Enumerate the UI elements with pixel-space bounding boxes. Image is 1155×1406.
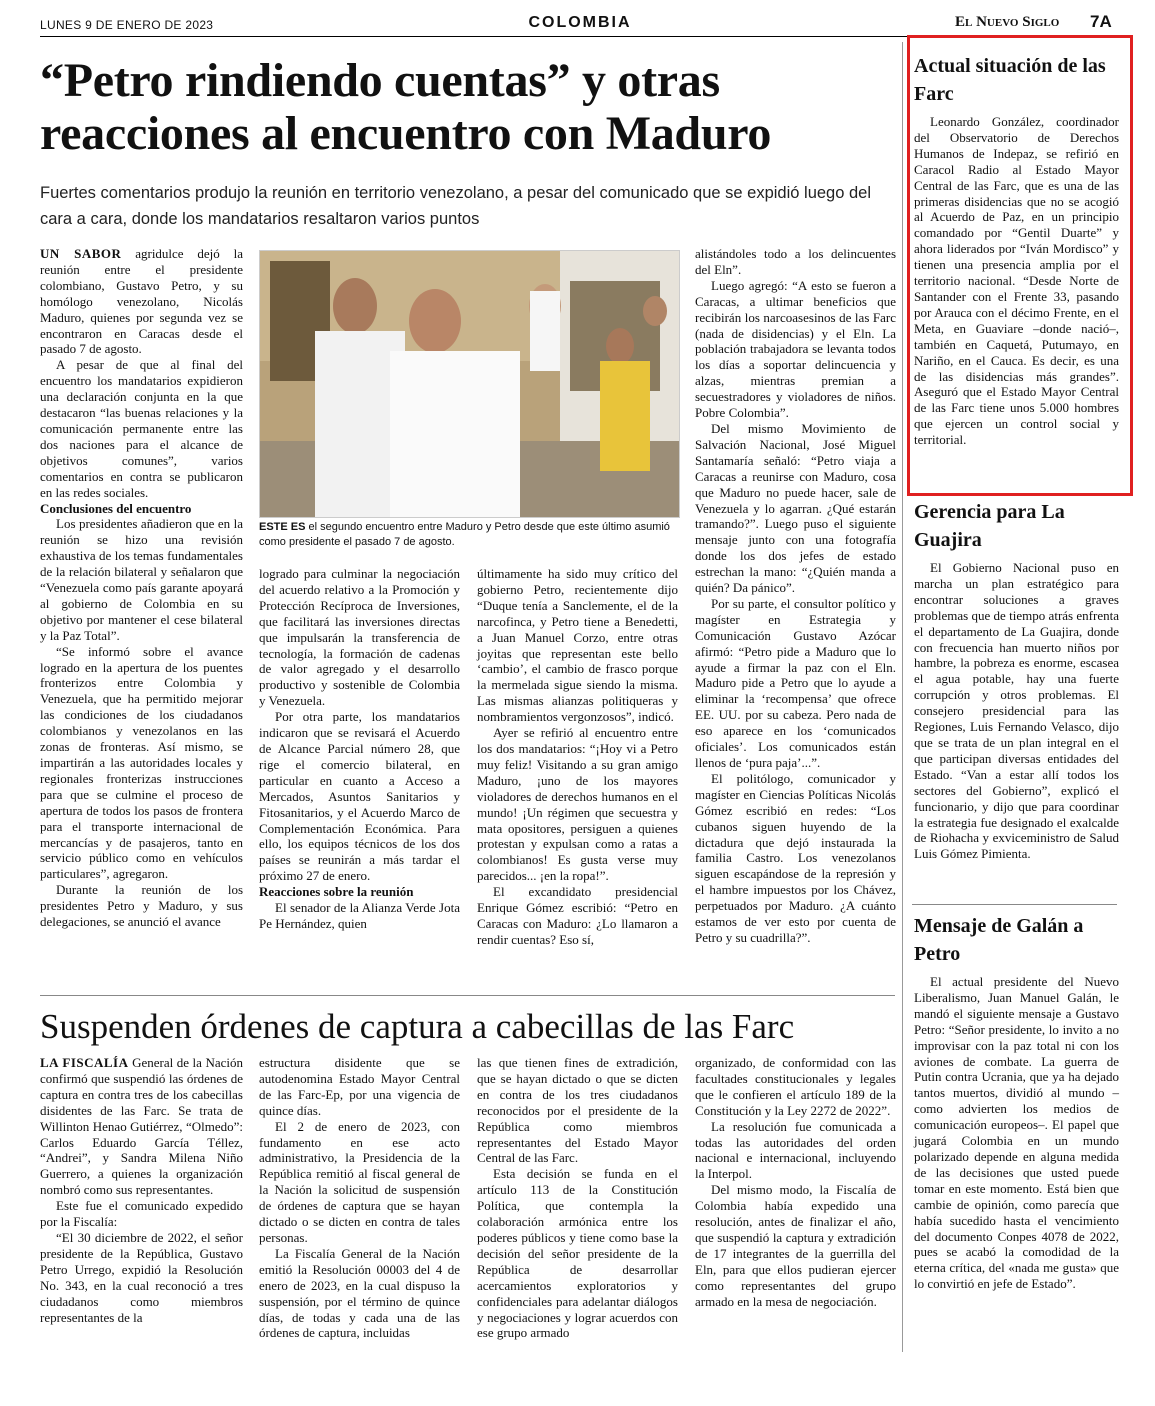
paragraph: El 2 de enero de 2023, con fundamento en ese acto administrativo, la Presidencia de la República remitió al fiscal general de la Nación la solicitud de suspensión de órdenes de captura que se hayan dictado o se dicten en contra de tales personas. <box>259 1118 460 1245</box>
caption-lead: ESTE ES <box>259 521 306 533</box>
section-name: COLOMBIA <box>528 14 632 31</box>
paragraph: organizado, de conformidad con las facultades constitucionales y legales que le confieren el artículo 189 de la Constitución y la Ley 2272 de 2022”. <box>695 1055 896 1118</box>
paragraph: logrado para culminar la negociación del acuerdo relativo a la Promoción y Protección Recíproca de Inversiones, que facilitará las inversiones directas que impulsarán la transferencia de tecnología, la formación de cadenas de valor agregado y el desarrollo productivo y sostenible de Colombia y Venezuela. <box>259 566 460 709</box>
paragraph: La Fiscalía General de la Nación emitió la Resolución 00003 del 4 de enero de 2023, en la cual dispuso la suspensión, por el término de quince días, de todas y cada una de las órdenes de captura, incluidas <box>259 1245 460 1341</box>
sidebar-divider <box>912 904 1117 905</box>
news-photo <box>259 250 680 518</box>
main-article-column-4 <box>695 246 896 946</box>
paragraph: Luego agregó: “A esto se fueron a Caracas, a ultimar beneficios que recibirán los narcoasesinos de las Farc (nada de disidencias) y el Eln. La población trabajadora se levanta todos los días a soportar delincuencia y alzas, mientras premian a secuestradores y violadores de niños. Pobre Colombia”. <box>695 277 896 421</box>
lead-in: UN SABOR <box>40 246 122 261</box>
paragraph: El excandidato presidencial Enrique Gómez escribió: “Petro en Caracas con Maduro: ¿Lo llamaron a rendir cuentas? Eso sí, <box>477 884 678 947</box>
paragraph: las que tienen fines de extradición, que se hayan dictado o que se dicten en contra de los tres ciudadanos reconocidos por el presidente de la República como miembros representantes del Estado Mayor Central de las Farc. <box>477 1055 678 1166</box>
main-deck: Fuertes comentarios produjo la reunión en territorio venezolano, a pesar del comunicado que se expidió luego del cara a cara, donde los mandatarios resaltaron varios puntos <box>40 184 872 228</box>
paragraph: “El 30 diciembre de 2022, el señor presidente de la República, Gustavo Petro Urrego, expidió la Resolución No. 343, en la cual reconoció a tres ciudadanos como miembros representantes de la <box>40 1229 243 1325</box>
sidebar-box-galan <box>914 912 1119 1292</box>
paragraph: El politólogo, comunicador y magíster en Ciencias Políticas Nicolás Gómez escribió en redes: “Los cubanos siguen huyendo de la dictadura que dejó instaurada la familia Castro. Los venezolanos siguen escapándose de la represión y el hambre impuestos por los Chávez, perpetuados por Maduro. ¿A cuánto estamos de ver esto por cuenta de Petro y su cuadrilla?”. <box>695 770 896 945</box>
paragraph: El senador de la Alianza Verde Jota Pe Hernández, quien <box>259 900 460 931</box>
paragraph: A pesar de que al final del encuentro los mandatarios expidieron una declaración conjunta en la que destacaron “las buenas relaciones y la comunicación permanente entre las dos naciones para el alcance de objetivos comunes”, varios comentarios en contra se publicaron en las redes sociales. <box>40 357 243 500</box>
sidebar-text: El actual presidente del Nuevo Liberalismo, Juan Manuel Galán, le mandó el siguiente mensaje a Gustavo Petro: “Señor presidente, lo invito a no improvisar con la paz total ni con los aviones de combate. La guerra de Putin contra Ucrania, que ya ha dejado tantos muertos, dividió al mundo –como advierten los medios de comunicación europeos–. El papel que jugará Colombia en un mundo polarizado depende en alguna medida de las decisiones que usted puede tomar en este momento. Está bien que cambie de opinión, como parecía que había sucedido hasta el vencimiento del documento Conpes 4078 de 2022, pues se acabó la comodidad de la eterna crítica, del «nada me gusta» que lo convirtió en jefe de Estado”. <box>914 974 1119 1292</box>
page-number: 7A <box>1090 12 1112 31</box>
paragraph: últimamente ha sido muy crítico del gobierno Petro, recientemente dijo “Duque tenía a Sanclemente, el de la narcofinca, y Petro tiene a Benedetti, a Juan Manuel Corzo, entre otras joyitas que representan este bello ‘cambio’, el cambio de frasco porque la mermelada sigue siendo la misma. Las mismas alianzas politiqueras y nombramientos vergonzosos”, indicó. <box>477 566 678 725</box>
sidebar-title: Gerencia para La Guajira <box>914 501 1065 551</box>
sidebar-box-farc <box>914 52 1119 448</box>
second-article-column-2 <box>259 1055 460 1341</box>
sidebar-box-guajira <box>914 498 1119 862</box>
photo-caption <box>259 520 678 550</box>
column-divider <box>902 42 903 1352</box>
paragraph: Por otra parte, los mandatarios indicaron que se revisará el Acuerdo de Alcance Parcial número 28, que rige el comercio bilateral, en particular en cuanto a Acceso a Mercados, Asuntos Sanitarios y Fitosanitarios, y el Acuerdo Marco de Complementación Económica. Para ello, los equipos técnicos de los dos países se reunirán a más tardar el próximo 27 de enero. <box>259 709 460 884</box>
issue-date: LUNES 9 DE ENERO DE 2023 <box>40 18 214 32</box>
second-article-column-4 <box>695 1055 896 1310</box>
paragraph: Del mismo Movimiento de Salvación Nacional, José Miguel Santamaría señaló: “Petro viaja a Caracas a reunirse con Maduro, cosa que Maduro no puede hacer, sale de Venezuela y lo agarran. ¿Qué estarán tramando?”. Luego puso el siguiente mensaje junto con una fotografía donde los dos jefes de estado estrechan la mano: “¿Quién manda a quién? Da pánico”. <box>695 420 896 596</box>
subhead: Reacciones sobre la reunión <box>259 884 414 900</box>
paragraph: Este fue el comunicado expedido por la Fiscalía: <box>40 1198 243 1230</box>
paragraph: agridulce dejó la reunión entre el presidente colombiano, Gustavo Petro, y su homólogo venezolano, Nicolás Maduro, quienes por segunda vez se encontraron en Caracas desde el pasado 7 de agosto. <box>40 246 243 357</box>
caption-text: el segundo encuentro entre Maduro y Petro desde que este último asumió como presidente el pasado 7 de agosto. <box>259 521 670 548</box>
paragraph: Del mismo modo, la Fiscalía de Colombia había expedido una resolución, antes de finalizar el año, que suspendió la captura y extradición de 17 integrantes de la guerrilla del Eln, para que ellos pudieran ejercer como representantes del grupo armado en la mesa de negociación. <box>695 1182 896 1309</box>
sidebar-title: Actual situación de las Farc <box>914 55 1106 105</box>
paragraph: Durante la reunión de los presidentes Petro y Maduro, y sus delegaciones, se anunció el avance <box>40 882 243 930</box>
sidebar-text: Leonardo González, coordinador del Observatorio de Derechos Humanos de Indepaz, se refirió en Caracol Radio al Estado Mayor Central de las Farc, que es una de las primeras disidencias que no se acogió al Acuerdo de Paz, en un principio comandado por “Gentil Duarte” y ahora liderados por “Iván Mordisco” y tienen una presencia amplia por el territorio nacional. “Desde Norte de Santander con el Frente 33, pasando por Arauca con el décimo Frente, en el Meta, en Guaviare –donde nació–, también en Caquetá, Putumayo, en Nariño, en el Cauca. Es decir, es una de las disidencias más grandes”. Aseguró que el Estado Mayor Central de las Farc tiene unos 5.000 hombres que ejercen un control social y territorial. <box>914 114 1119 448</box>
paragraph: General de la Nación confirmó que suspendió las órdenes de captura en contra tres de los cabecillas disidentes de las Farc. Se trata de Willinton Henao Gutiérrez, “Olmedo”: Carlos Eduardo García Téllez, “Andrei”, y Sandra Milena Niño Guerrero, a quienes la organización nombró como sus representantes. <box>40 1055 244 1198</box>
paragraph: Esta decisión se funda en el artículo 113 de la Constitución Política, que contempla la colaboración armónica entre los poderes públicos y tiene como base la decisión del señor presidente de la República de desarrollar acercamientos exploratorios y confidenciales para adelantar diálogos y negociaciones y lograr acuerdos con ese grupo armado <box>477 1166 678 1341</box>
paragraph: Los presidentes añadieron que en la reunión se hizo una revisión exhaustiva de los temas fundamentales de la relación bilateral y señalaron que “Venezuela como país garante apoyará al gobierno de Colombia en su objetivo por mantener el cese bilateral y la Paz Total”. <box>40 516 243 643</box>
main-article-column-3 <box>477 566 678 948</box>
subhead: Conclusiones del encuentro <box>40 500 192 516</box>
paragraph: Ayer se refirió al encuentro entre los dos mandatarios: “¡Hoy vi a Petro muy feliz! Visitando a su gran amigo Maduro, ¡uno de los mayores violadores de derechos humanos en el mundo! ¡Un régimen que secuestra y mata opositores, persiguen a quienes protestan y expulsan como a ratas a colombianos! Es gusta verse muy parecidos... ¡en la ropa!”. <box>477 725 678 884</box>
main-article-column-1 <box>40 246 243 930</box>
second-article-column-1 <box>40 1055 243 1325</box>
main-headline: “Petro rindiendo cuentas” y otras reacciones al encuentro con Maduro <box>40 54 772 160</box>
paragraph: Por su parte, el consultor político y magíster en Estrategia y Comunicación Gustavo Azócar afirmó: “Petro pide a Maduro que lo ayude a firmar la paz con el Eln. Maduro pide a Petro que lo ayude a eliminar la ‘recompensa’ que ofrece EE. UU. por su cabeza. Pero nada de eso aparece en los ‘comunicados oficiales’. Los comunicados están llenos de ‘pura paja’...”. <box>695 595 896 770</box>
article-separator <box>40 995 895 996</box>
newspaper-brand: El Nuevo Siglo <box>955 14 1060 30</box>
paragraph: estructura disidente que se autodenomina Estado Mayor Central de las Farc-Ep, por una vigencia de quince días. <box>259 1055 460 1118</box>
sidebar-title: Mensaje de Galán a Petro <box>914 915 1084 965</box>
second-headline: Suspenden órdenes de captura a cabecillas de las Farc <box>40 1007 795 1046</box>
sidebar-text: El Gobierno Nacional puso en marcha un plan estratégico para encontrar soluciones a graves problemas que de tiempo atrás enfrenta el departamento de La Guajira, donde con frecuencia han muerto niños por hambre, la pobreza es enorme, escasea el agua potable, hay una fuerte corrupción y otros problemas. El consejero presidencial para las Regiones, Luis Fernando Velasco, dijo que se trata de un plan integral en el que participan diversas entidades del Estado. “Van a estar allí todos los sectores del Gobierno”, explicó el funcionario, y dijo que para coordinar la estrategia fue designado el exalcalde de Riohacha y exviceministro de Salud Luis Gómez Pimienta. <box>914 560 1119 862</box>
paragraph: La resolución fue comunicada a todas las autoridades del orden nacional e internacional, incluyendo la Interpol. <box>695 1118 896 1182</box>
main-article-column-2 <box>259 566 460 932</box>
paragraph: “Se informó sobre el avance logrado en la apertura de los puentes fronterizos entre Colombia y Venezuela, que ha permitido mejorar las condiciones de los ciudadanos colombianos y venezolanos en las zonas de fronteras. Así mismo, se impartirán a las autoridades locales y regionales fronterizas instrucciones para que se culmine el proceso de apertura de todos los pasos de frontera para el transporte internacional de mercancías y de pasajeros, tanto en servicio público como en vehículos particulares”, agregaron. <box>40 643 243 882</box>
lead-in: LA FISCALÍA <box>40 1055 129 1070</box>
paragraph: alistándoles todo a los delincuentes del Eln”. <box>695 246 896 277</box>
second-article-column-3 <box>477 1055 678 1341</box>
